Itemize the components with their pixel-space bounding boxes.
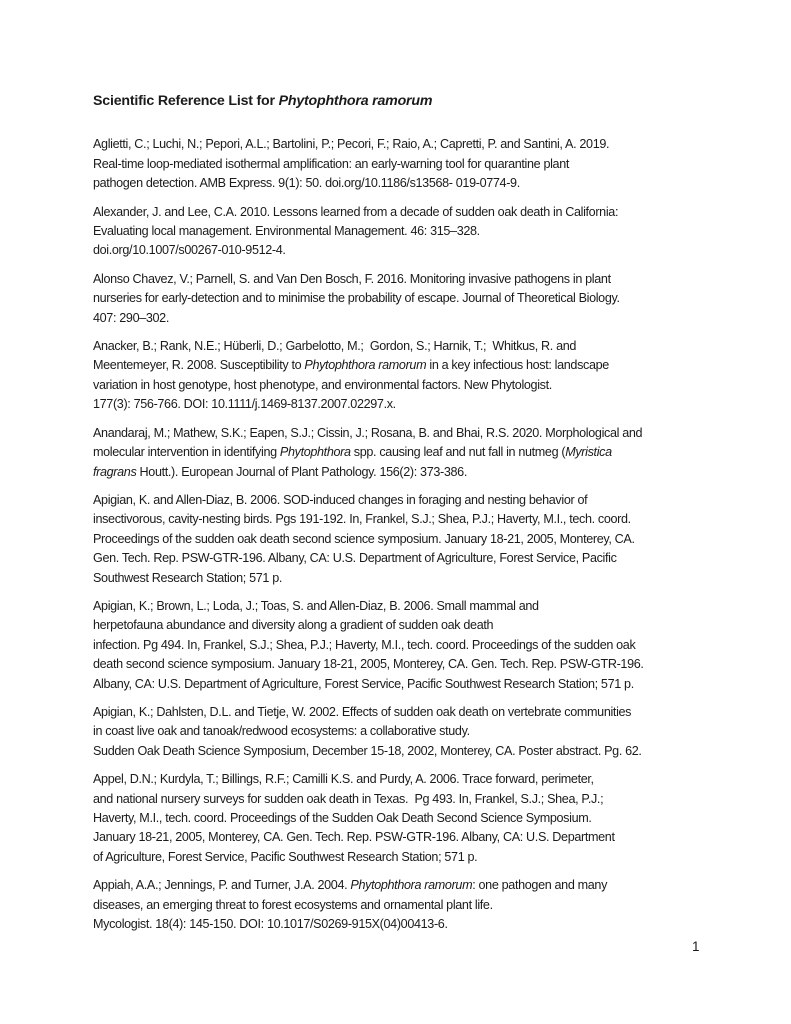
text-segment: Alonso Chavez, V.; Parnell, S. and Van Den Bosch, F. 2016. Monitoring invasive pathogens in plant: [93, 271, 611, 286]
text-segment: in a key infectious host: landscape: [426, 358, 609, 373]
species-name-italic: fragrans: [93, 464, 137, 479]
reference-item: [93, 491, 753, 588]
species-name-italic: Phytophthora ramorum: [304, 358, 427, 373]
text-segment: Haverty, M.I., tech. coord. Proceedings of the Sudden Oak Death Second Science Symposium.: [93, 811, 592, 825]
text-segment: doi.org/10.1007/s00267-010-9512-4.: [93, 243, 286, 258]
page-number: 1: [692, 939, 700, 954]
reference-item: [93, 135, 753, 193]
text-segment: Anandaraj, M.; Mathew, S.K.; Eapen, S.J.; Cissin, J.; Rosana, B. and Bhai, R.S. 2020. Morphological and: [93, 425, 643, 440]
text-segment: Apigian, K. and Allen-Diaz, B. 2006. SOD-induced changes in foraging and nesting behavior of: [93, 492, 588, 507]
document-content: [93, 92, 753, 943]
reference-item: [93, 770, 753, 867]
text-segment: Appiah, A.A.; Jennings, P. and Turner, J.A. 2004.: [93, 878, 351, 893]
text-segment: Real-time loop-mediated isothermal amplification: an early-warning tool for quarantine plant: [93, 156, 570, 171]
text-segment: Proceedings of the sudden oak death second science symposium. January 18-21, 2005, Monterey, CA.: [93, 531, 635, 546]
text-segment: molecular intervention in identifying: [93, 445, 280, 460]
text-segment: Aglietti, C.; Luchi, N.; Pepori, A.L.; Bartolini, P.; Pecori, F.; Raio, A.; Capretti, P. and Santini, A. 2019.: [93, 137, 610, 152]
reference-item: [93, 424, 753, 482]
text-segment: death second science symposium. January 18-21, 2005, Monterey, CA. Gen. Tech. Rep. PSW-GTR-196.: [93, 657, 644, 672]
text-segment: Houtt.). European Journal of Plant Pathology. 156(2): 373-386.: [136, 464, 467, 479]
text-segment: pathogen detection. AMB Express. 9(1): 50. doi.org/10.1186/s13568- 019-0774-9.: [93, 176, 520, 191]
reference-item: [93, 337, 753, 415]
reference-item: [93, 203, 753, 261]
text-segment: diseases, an emerging threat to forest ecosystems and ornamental plant life.: [93, 897, 493, 912]
text-segment: herpetofauna abundance and diversity along a gradient of sudden oak death: [93, 618, 494, 633]
species-name-italic: Myristica: [565, 445, 612, 460]
text-segment: infection. Pg 494. In, Frankel, S.J.; Shea, P.J.; Haverty, M.I., tech. coord. Proceedings of the sudden oak: [93, 637, 636, 652]
text-segment: Mycologist. 18(4): 145-150. DOI: 10.1017/S0269-915X(04)00413-6.: [93, 917, 448, 932]
page-title: [93, 92, 753, 111]
text-segment: Scientific Reference List for: [93, 93, 279, 109]
text-segment: of Agriculture, Forest Service, Pacific Southwest Research Station; 571 p.: [93, 849, 478, 864]
text-segment: Alexander, J. and Lee, C.A. 2010. Lessons learned from a decade of sudden oak death in California:: [93, 204, 619, 219]
species-name-italic: Phytophthora ramorum: [350, 878, 473, 893]
text-segment: and national nursery surveys for sudden oak death in Texas. Pg 493. In, Frankel, S.J.; Shea, P.J.;: [93, 791, 604, 806]
text-segment: Gen. Tech. Rep. PSW-GTR-196. Albany, CA: U.S. Department of Agriculture, Forest Service, Pacific: [93, 551, 617, 566]
text-segment: : one pathogen and many: [472, 878, 608, 893]
text-segment: January 18-21, 2005, Monterey, CA. Gen. Tech. Rep. PSW-GTR-196. Albany, CA: U.S. Department: [93, 830, 615, 845]
text-segment: Apigian, K.; Dahlsten, D.L. and Tietje, W. 2002. Effects of sudden oak death on vertebrate communities: [93, 704, 632, 719]
text-segment: 177(3): 756-766. DOI: 10.1111/j.1469-8137.2007.02297.x.: [93, 397, 396, 412]
text-segment: Anacker, B.; Rank, N.E.; Hüberli, D.; Garbelotto, M.; Gordon, S.; Harnik, T.; Whitkus, R. and: [93, 339, 577, 354]
text-segment: nurseries for early-detection and to minimise the probability of escape. Journal of Theoretical Biology.: [93, 291, 620, 306]
text-segment: Sudden Oak Death Science Symposium, December 15-18, 2002, Monterey, CA. Poster abstract. Pg. 62.: [93, 743, 642, 758]
reference-item: [93, 270, 753, 328]
text-segment: spp. causing leaf and nut fall in nutmeg (: [350, 445, 566, 460]
reference-list: [93, 135, 753, 934]
reference-item: [93, 597, 753, 694]
species-name-italic: Phytophthora: [279, 445, 351, 460]
text-segment: Appel, D.N.; Kurdyla, T.; Billings, R.F.; Camilli K.S. and Purdy, A. 2006. Trace forward, perimeter,: [93, 772, 594, 787]
text-segment: Meentemeyer, R. 2008. Susceptibility to: [93, 358, 305, 373]
text-segment: 407: 290–302.: [93, 310, 169, 325]
text-segment: Albany, CA: U.S. Department of Agriculture, Forest Service, Pacific Southwest Research Station; 571 p.: [93, 676, 634, 691]
text-segment: Evaluating local management. Environmental Management. 46: 315–328.: [93, 224, 480, 239]
text-segment: Southwest Research Station; 571 p.: [93, 570, 283, 585]
species-name-italic: Phytophthora ramorum: [278, 93, 433, 109]
text-segment: in coast live oak and tanoak/redwood ecosystems: a collaborative study.: [93, 724, 470, 739]
reference-item: [93, 703, 753, 761]
reference-item: [93, 876, 753, 934]
text-segment: insectivorous, cavity-nesting birds. Pgs 191-192. In, Frankel, S.J.; Shea, P.J.; Haverty, M.I., tech. coord.: [93, 512, 631, 527]
text-segment: variation in host genotype, host phenotype, and environmental factors. New Phytologist.: [93, 377, 552, 392]
text-segment: Apigian, K.; Brown, L.; Loda, J.; Toas, S. and Allen-Diaz, B. 2006. Small mammal and: [93, 598, 539, 613]
